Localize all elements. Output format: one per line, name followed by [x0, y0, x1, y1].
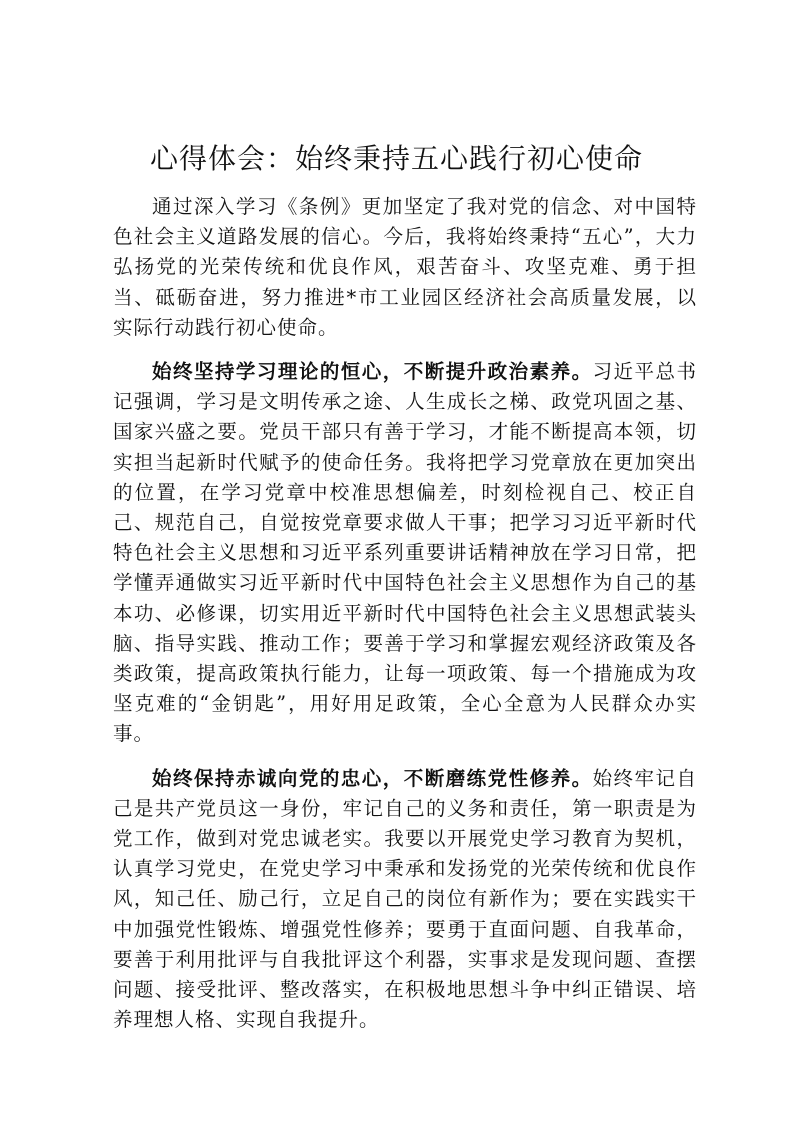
paragraph-loyalty — [113, 764, 697, 1036]
paragraph-text: 习近平总书记强调，学习是文明传承之途、人生成长之梯、政党巩固之基、国家兴盛之要。党员干部只有善于学习，才能不断提高本领，切实担当起新时代赋予的使命任务。我将把学习党章放在更加突出的位置，在学习党章中校准思想偏差，时刻检视自己、校正自己、规范自己，自觉按党章要求做人干事；把学习习近平新时代特色社会主义思想和习近平系列重要讲话精神放在学习日常，把学懂弄通做实习近平新时代中国特色社会主义思想作为自己的基本功、必修课，切实用近平新时代中国特色社会主义思想武装头脑、指导实践、推动工作；要善于学习和掌握宏观经济政策及各类政策，提高政策执行能力，让每一项政策、每一个措施成为攻坚克难的“金钥匙”，用好用足政策，全心全意为人民群众办实事。 — [113, 360, 697, 746]
paragraph-text: 始终牢记自己是共产党员这一身份，牢记自己的义务和责任，第一职责是为党工作，做到对党忠诚老实。我要以开展党史学习教育为契机，认真学习党史，在党史学习中秉承和发扬党的光荣传统和优良作风，知己任、励己行，立足自己的岗位有新作为；要在实践实干中加强党性锻炼、增强党性修养；要勇于直面问题、自我革命，要善于利用批评与自我批评这个利器，实事求是发现问题、查摆问题、接受批评、整改落实，在积极地思想斗争中纠正错误、培养理想人格、实现自我提升。 — [113, 766, 697, 1032]
paragraph-study-theory — [113, 357, 697, 750]
document-title: 心得体会：始终秉持五心践行初心使命 — [149, 142, 643, 175]
document-body — [113, 192, 697, 1035]
paragraph-lead: 始终保持赤诚向党的忠心，不断磨练党性修养。 — [152, 766, 593, 790]
paragraph-text: 通过深入学习《条例》更加坚定了我对党的信念、对中国特色社会主义道路发展的信心。今后，我将始终秉持“五心”，大力弘扬党的光荣传统和优良作风，艰苦奋斗、攻坚克难、勇于担当、砥砺奋进，努力推进*市工业园区经济社会高质量发展，以实际行动践行初心使命。 — [113, 195, 697, 339]
paragraph-intro — [113, 192, 697, 343]
paragraph-lead: 始终坚持学习理论的恒心，不断提升政治素养。 — [152, 360, 593, 384]
